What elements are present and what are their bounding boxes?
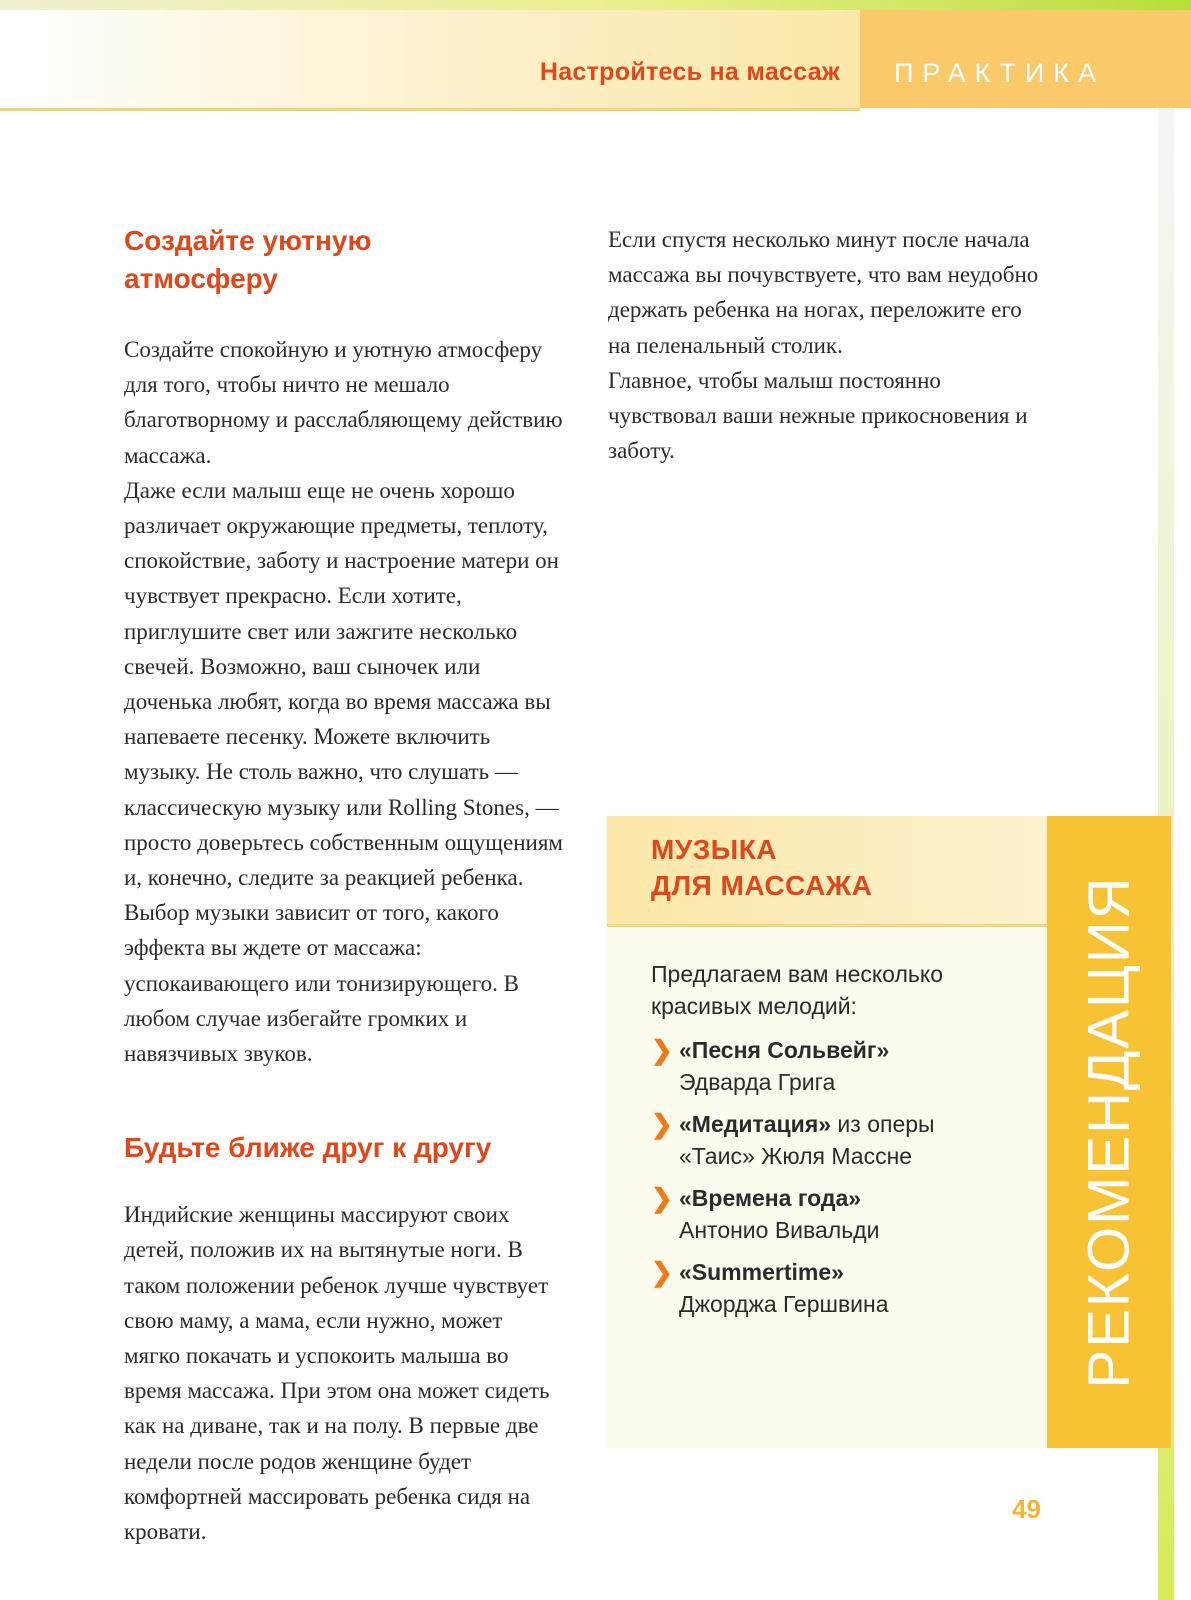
page-number: 49 bbox=[1012, 1494, 1041, 1524]
melody-title: «Медитация» bbox=[679, 1111, 832, 1137]
running-header bbox=[0, 10, 860, 111]
section-tab-label: ПРАКТИКА bbox=[894, 58, 1105, 88]
recommendation-intro: Предлагаем вам несколько красивых мелодий: bbox=[651, 961, 943, 1019]
melody-author: «Таис» Жюля Массне bbox=[679, 1143, 913, 1169]
recommendation-title bbox=[651, 832, 981, 904]
section1-paragraph-2: Даже если малыш еще не очень хорошо различает окружающие предметы, теплоту, спокойствие, заботу и настроение матери он чувствует прекрасно. Если хотите, приглушите свет или зажгите несколько свечей. Возможно, ваш сыночек или доченька любят, когда во время массажа вы напеваете песенку. Можете включить музыку. Не столь важно, что слушать — классическую музыку или Rolling Stones, — просто доверьтесь собственным ощущениям и, конечно, следите за реакцией ребенка. bbox=[124, 477, 563, 891]
chevron-right-icon: ❯ bbox=[651, 1257, 673, 1287]
recommendation-title-line2: ДЛЯ МАССАЖА bbox=[651, 870, 873, 901]
chevron-right-icon: ❯ bbox=[651, 1035, 673, 1065]
melody-list bbox=[651, 1034, 1031, 1330]
melody-title: «Времена года» bbox=[679, 1185, 862, 1211]
left-column bbox=[124, 222, 564, 1549]
recommendation-header bbox=[607, 816, 1047, 927]
melody-title-rest: из оперы bbox=[831, 1111, 935, 1137]
chevron-right-icon: ❯ bbox=[651, 1183, 673, 1213]
section1-paragraph-3: Выбор музыки зависит от того, какого эффекта вы ждете от массажа: успокаивающего или тонизирующего. В любом случае избегайте громких и навязчивых звуков. bbox=[124, 900, 519, 1067]
section1-paragraph-1: Создайте спокойную и уютную атмосферу для того, чтобы ничто не мешало благотворному и расслабляющему действию массажа. bbox=[124, 337, 563, 468]
recommendation-tab-label: РЕКОМЕНДАЦИЯ bbox=[1076, 875, 1142, 1389]
melody-title: «Summertime» bbox=[679, 1259, 844, 1285]
list-item bbox=[651, 1182, 1031, 1246]
recommendation-tab bbox=[1047, 816, 1171, 1448]
section2-paragraph-2: Если спустя несколько минут после начала массажа вы почувствуете, что вам неудобно держать ребенка на ногах, переложите его на пеленальный столик. bbox=[608, 227, 1039, 358]
section2-heading: Будьте ближе друг к другу bbox=[124, 1132, 492, 1164]
right-column bbox=[608, 222, 1048, 468]
list-item bbox=[651, 1108, 1031, 1172]
melody-author: Джорджа Гершвина bbox=[679, 1291, 889, 1317]
top-edge-stripe bbox=[0, 0, 1191, 10]
melody-author: Антонио Вивальди bbox=[679, 1217, 880, 1243]
section1-heading: Создайте уютную атмосферу bbox=[124, 225, 372, 294]
running-header-title: Настройтесь на массаж bbox=[539, 58, 840, 86]
section-tab bbox=[860, 10, 1191, 108]
section2-paragraph-3: Главное, чтобы малыш постоянно чувствовал ваши нежные прикосновения и заботу. bbox=[608, 367, 1028, 464]
recommendation-title-line1: МУЗЫКА bbox=[651, 834, 778, 865]
section2-paragraph-1: Индийские женщины массируют своих детей, положив их на вытянутые ноги. В таком положении ребенок лучше чувствует свою маму, а мама, если нужно, может мягко покачать и успокоить малыша во время массажа. При этом она может сидеть как на диване, так и на полу. В первые две недели после родов женщине будет комфортней массировать ребенка сидя на кровати. bbox=[124, 1202, 550, 1545]
recommendation-box bbox=[607, 816, 1047, 1448]
list-item bbox=[651, 1034, 1031, 1098]
list-item bbox=[651, 1256, 1031, 1320]
chevron-right-icon: ❯ bbox=[651, 1109, 673, 1139]
melody-author: Эдварда Грига bbox=[679, 1069, 836, 1095]
melody-title: «Песня Сольвейг» bbox=[679, 1037, 890, 1063]
